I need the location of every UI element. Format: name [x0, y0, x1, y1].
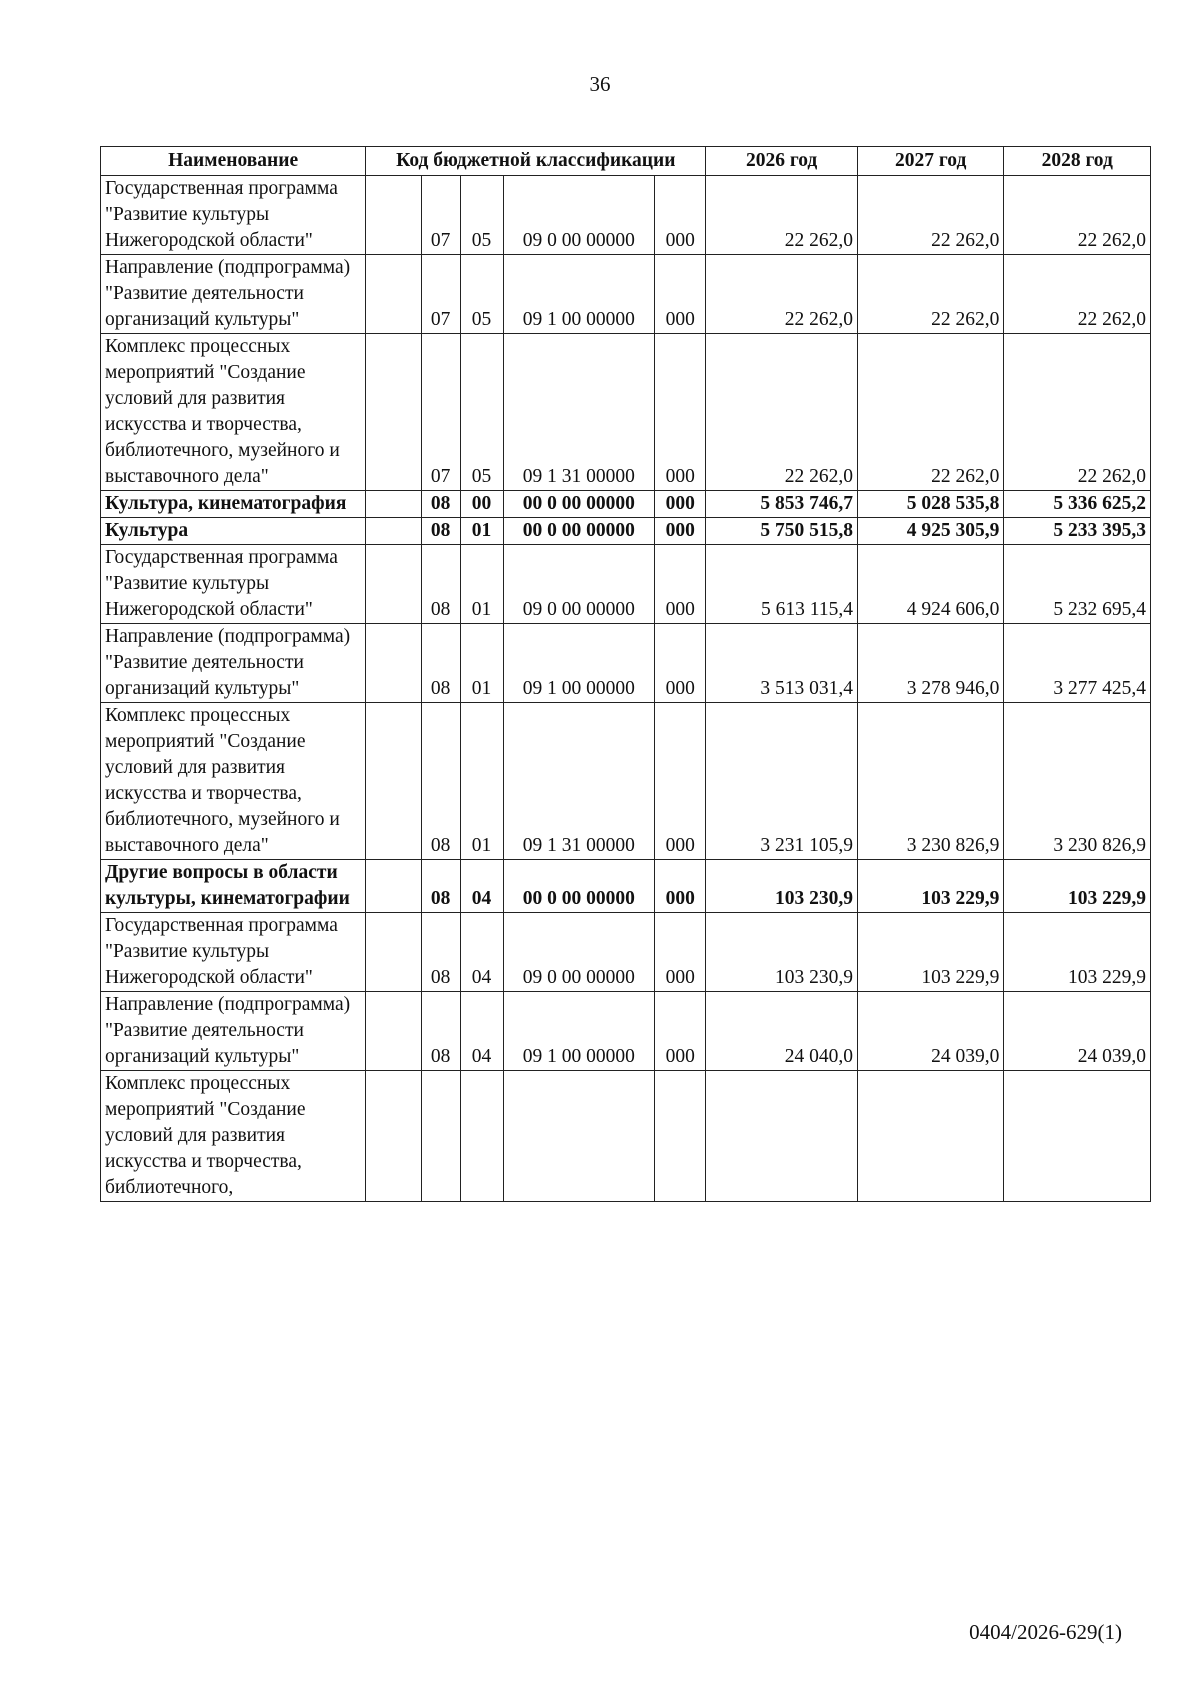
expense-type-cell: 000: [655, 491, 706, 518]
value-2028-cell: 24 039,0: [1004, 992, 1151, 1071]
row-name-cell: Культура, кинематография: [101, 491, 366, 518]
value-2027-cell: [857, 1071, 1003, 1202]
expense-type-cell: 000: [655, 624, 706, 703]
table-row: [101, 860, 1151, 913]
row-name-cell: Государственная программа "Развитие культуры Нижегородской области": [101, 176, 366, 255]
subsection-code-cell: 01: [460, 518, 503, 545]
section-code-cell: 08: [421, 518, 460, 545]
table-header-row: [101, 147, 1151, 176]
row-name-cell: Направление (подпрограмма) "Развитие деятельности организаций культуры": [101, 255, 366, 334]
blank-cell: [366, 176, 421, 255]
subsection-code-cell: [460, 1071, 503, 1202]
value-2028-cell: 3 230 826,9: [1004, 703, 1151, 860]
value-2027-cell: 22 262,0: [857, 255, 1003, 334]
blank-cell: [366, 545, 421, 624]
value-2026-cell: 103 230,9: [706, 860, 858, 913]
value-2027-cell: 5 028 535,8: [857, 491, 1003, 518]
blank-cell: [366, 992, 421, 1071]
subsection-code-cell: 01: [460, 545, 503, 624]
value-2026-cell: 5 613 115,4: [706, 545, 858, 624]
section-code-cell: [421, 1071, 460, 1202]
blank-cell: [366, 518, 421, 545]
value-2027-cell: 4 924 606,0: [857, 545, 1003, 624]
blank-cell: [366, 860, 421, 913]
value-2027-cell: 24 039,0: [857, 992, 1003, 1071]
section-code-cell: 08: [421, 545, 460, 624]
expense-type-cell: 000: [655, 334, 706, 491]
row-name-cell: Государственная программа "Развитие культуры Нижегородской области": [101, 545, 366, 624]
value-2026-cell: 3 513 031,4: [706, 624, 858, 703]
value-2028-cell: 22 262,0: [1004, 176, 1151, 255]
target-article-cell: [503, 1071, 655, 1202]
table-row: [101, 1071, 1151, 1202]
table-row: [101, 491, 1151, 518]
row-name-cell: Культура: [101, 518, 366, 545]
value-2026-cell: 22 262,0: [706, 255, 858, 334]
target-article-cell: 09 1 31 00000: [503, 703, 655, 860]
value-2027-cell: 22 262,0: [857, 334, 1003, 491]
value-2028-cell: 5 336 625,2: [1004, 491, 1151, 518]
budget-table: [100, 146, 1151, 1202]
value-2028-cell: 3 277 425,4: [1004, 624, 1151, 703]
value-2027-cell: 3 278 946,0: [857, 624, 1003, 703]
header-2028: 2028 год: [1004, 147, 1151, 176]
target-article-cell: 09 0 00 00000: [503, 176, 655, 255]
value-2028-cell: 103 229,9: [1004, 860, 1151, 913]
value-2026-cell: 103 230,9: [706, 913, 858, 992]
row-name-cell: Государственная программа "Развитие культуры Нижегородской области": [101, 913, 366, 992]
target-article-cell: 09 1 31 00000: [503, 334, 655, 491]
subsection-code-cell: 04: [460, 913, 503, 992]
table-row: [101, 992, 1151, 1071]
subsection-code-cell: 05: [460, 176, 503, 255]
section-code-cell: 08: [421, 703, 460, 860]
header-2027: 2027 год: [857, 147, 1003, 176]
expense-type-cell: [655, 1071, 706, 1202]
table-body: [101, 176, 1151, 1202]
value-2027-cell: 103 229,9: [857, 913, 1003, 992]
value-2028-cell: 5 233 395,3: [1004, 518, 1151, 545]
header-name: Наименование: [101, 147, 366, 176]
blank-cell: [366, 491, 421, 518]
section-code-cell: 08: [421, 624, 460, 703]
row-name-cell: Другие вопросы в области культуры, кинематографии: [101, 860, 366, 913]
table-row: [101, 176, 1151, 255]
value-2028-cell: 5 232 695,4: [1004, 545, 1151, 624]
target-article-cell: 00 0 00 00000: [503, 518, 655, 545]
value-2027-cell: 3 230 826,9: [857, 703, 1003, 860]
value-2027-cell: 4 925 305,9: [857, 518, 1003, 545]
expense-type-cell: 000: [655, 518, 706, 545]
expense-type-cell: 000: [655, 992, 706, 1071]
subsection-code-cell: 04: [460, 992, 503, 1071]
expense-type-cell: 000: [655, 176, 706, 255]
value-2028-cell: 22 262,0: [1004, 255, 1151, 334]
blank-cell: [366, 624, 421, 703]
value-2026-cell: 5 853 746,7: [706, 491, 858, 518]
value-2026-cell: 22 262,0: [706, 334, 858, 491]
row-name-cell: Направление (подпрограмма) "Развитие деятельности организаций культуры": [101, 624, 366, 703]
value-2026-cell: [706, 1071, 858, 1202]
section-code-cell: 08: [421, 913, 460, 992]
target-article-cell: 09 1 00 00000: [503, 992, 655, 1071]
value-2028-cell: 22 262,0: [1004, 334, 1151, 491]
table-row: [101, 518, 1151, 545]
blank-cell: [366, 255, 421, 334]
table-row: [101, 255, 1151, 334]
row-name-cell: Комплекс процессных мероприятий "Создание условий для развития искусства и творчества, библиотечного,: [101, 1071, 366, 1202]
target-article-cell: 09 0 00 00000: [503, 545, 655, 624]
blank-cell: [366, 334, 421, 491]
target-article-cell: 09 1 00 00000: [503, 255, 655, 334]
expense-type-cell: 000: [655, 255, 706, 334]
table-row: [101, 624, 1151, 703]
table-row: [101, 703, 1151, 860]
subsection-code-cell: 05: [460, 255, 503, 334]
value-2027-cell: 22 262,0: [857, 176, 1003, 255]
table-row: [101, 334, 1151, 491]
row-name-cell: Комплекс процессных мероприятий "Создание условий для развития искусства и творчества, библиотечного, музейного и выставочного дела": [101, 334, 366, 491]
value-2027-cell: 103 229,9: [857, 860, 1003, 913]
document-code: 0404/2026-629(1): [969, 1620, 1122, 1644]
subsection-code-cell: 04: [460, 860, 503, 913]
expense-type-cell: 000: [655, 913, 706, 992]
expense-type-cell: 000: [655, 703, 706, 860]
section-code-cell: 08: [421, 491, 460, 518]
value-2028-cell: [1004, 1071, 1151, 1202]
section-code-cell: 07: [421, 334, 460, 491]
value-2026-cell: 22 262,0: [706, 176, 858, 255]
section-code-cell: 07: [421, 255, 460, 334]
row-name-cell: Комплекс процессных мероприятий "Создание условий для развития искусства и творчества, библиотечного, музейного и выставочного дела": [101, 703, 366, 860]
section-code-cell: 08: [421, 992, 460, 1071]
subsection-code-cell: 05: [460, 334, 503, 491]
expense-type-cell: 000: [655, 860, 706, 913]
table-row: [101, 913, 1151, 992]
blank-cell: [366, 1071, 421, 1202]
table-row: [101, 545, 1151, 624]
subsection-code-cell: 01: [460, 624, 503, 703]
header-2026: 2026 год: [706, 147, 858, 176]
target-article-cell: 00 0 00 00000: [503, 491, 655, 518]
header-code: Код бюджетной классификации: [366, 147, 706, 176]
target-article-cell: 09 1 00 00000: [503, 624, 655, 703]
blank-cell: [366, 703, 421, 860]
section-code-cell: 07: [421, 176, 460, 255]
section-code-cell: 08: [421, 860, 460, 913]
value-2026-cell: 24 040,0: [706, 992, 858, 1071]
blank-cell: [366, 913, 421, 992]
target-article-cell: 09 0 00 00000: [503, 913, 655, 992]
page-number: 36: [589, 72, 611, 96]
row-name-cell: Направление (подпрограмма) "Развитие деятельности организаций культуры": [101, 992, 366, 1071]
value-2026-cell: 3 231 105,9: [706, 703, 858, 860]
target-article-cell: 00 0 00 00000: [503, 860, 655, 913]
value-2028-cell: 103 229,9: [1004, 913, 1151, 992]
value-2026-cell: 5 750 515,8: [706, 518, 858, 545]
expense-type-cell: 000: [655, 545, 706, 624]
subsection-code-cell: 00: [460, 491, 503, 518]
subsection-code-cell: 01: [460, 703, 503, 860]
